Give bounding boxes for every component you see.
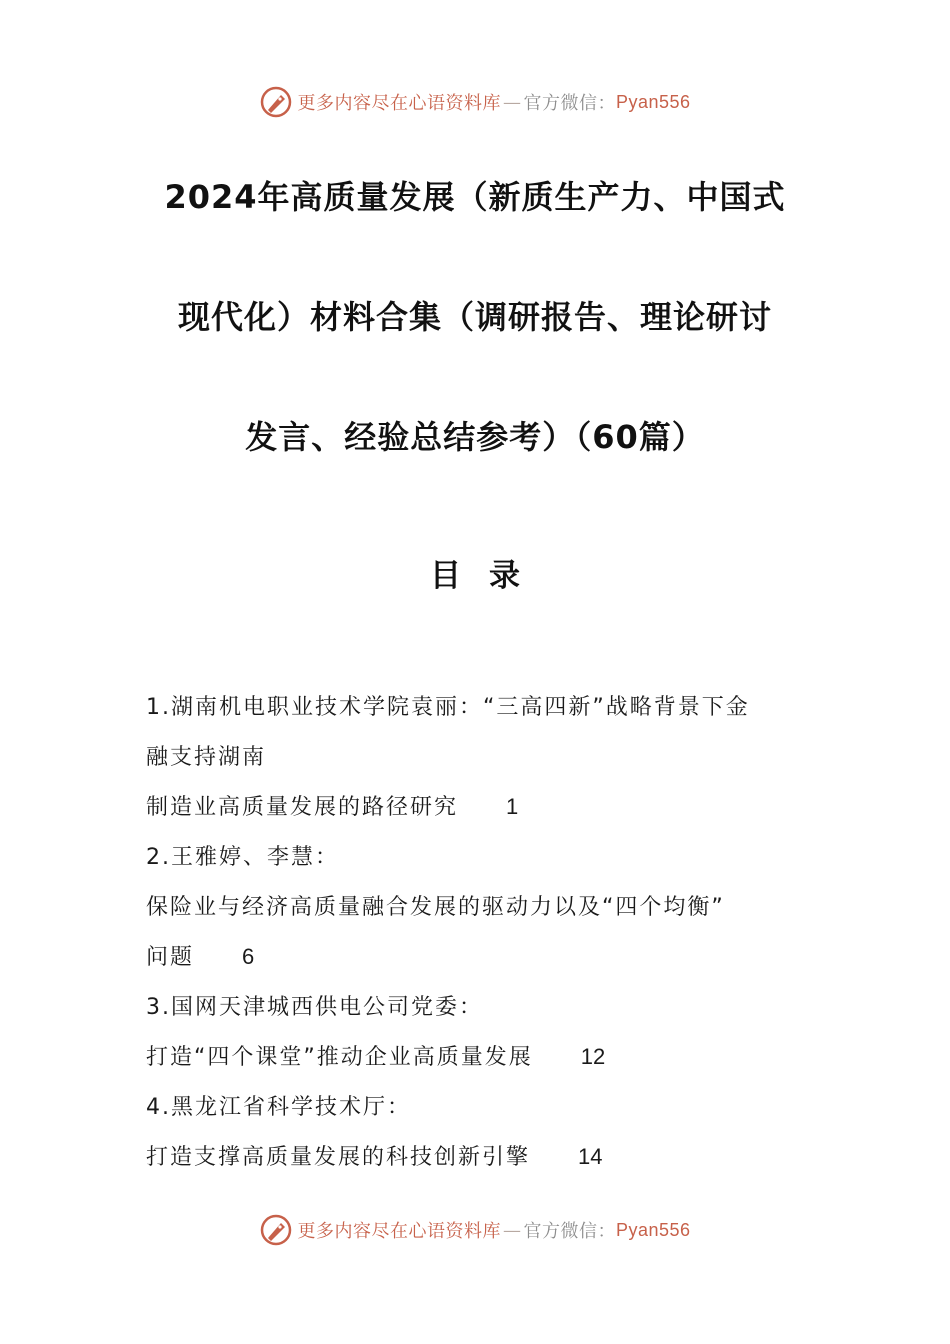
toc-page-number: 6 (242, 944, 255, 969)
toc-line-text: 2.王雅婷、李慧： (146, 845, 339, 870)
toc-line-text: 1.湖南机电职业技术学院袁丽：“三高四新”战略背景下金 (146, 695, 750, 720)
toc-line[interactable] (146, 934, 818, 984)
toc-line[interactable] (146, 834, 818, 884)
title-line-1: 2024年高质量发展（新质生产力、中国式 (164, 178, 786, 216)
toc-page-number: 12 (580, 1044, 606, 1069)
toc-line[interactable] (146, 884, 818, 934)
toc-line-text: 打造支撑高质量发展的科技创新引擎 (146, 1145, 531, 1170)
document-title (130, 165, 820, 525)
banner-text: 更多内容尽在心语资料库 (297, 1221, 501, 1242)
toc-line[interactable] (146, 1134, 818, 1184)
banner-wechat-id: Pyan556 (615, 1219, 691, 1240)
toc-line-text: 打造“四个课堂”推动企业高质量发展 (146, 1045, 533, 1070)
toc-line[interactable] (146, 1084, 818, 1134)
toc-page-number: 1 (506, 794, 519, 819)
toc-line-text: 4.黑龙江省科学技术厅： (146, 1095, 411, 1120)
toc-line-text: 3.国网天津城西供电公司党委： (146, 995, 483, 1020)
table-of-contents (146, 684, 818, 1184)
toc-line-text: 问题 (146, 945, 195, 970)
toc-heading: 目录 (430, 558, 548, 594)
title-line-3: 发言、经验总结参考）（60篇） (245, 418, 705, 456)
toc-line-text: 融支持湖南 (146, 745, 267, 770)
toc-line[interactable] (146, 684, 818, 734)
toc-page-number: 14 (578, 1144, 603, 1169)
toc-line-text: 保险业与经济高质量融合发展的驱动力以及“四个均衡” (146, 895, 725, 920)
toc-line[interactable] (146, 734, 818, 784)
footer-watermark-banner (0, 1210, 950, 1250)
banner-text: 更多内容尽在心语资料库 (297, 93, 501, 114)
banner-wechat-label: 官方微信： (523, 1221, 616, 1242)
pen-nib-logo-icon (259, 85, 293, 119)
banner-wechat-label: 官方微信： (523, 93, 616, 114)
toc-line[interactable] (146, 984, 818, 1034)
banner-wechat-id: Pyan556 (615, 91, 691, 112)
toc-line[interactable] (146, 1034, 818, 1084)
toc-line[interactable] (146, 784, 818, 834)
title-line-2: 现代化）材料合集（调研报告、理论研讨 (177, 298, 772, 336)
pen-nib-logo-icon (259, 1213, 293, 1247)
banner-dash: — (502, 91, 522, 113)
banner-dash: — (502, 1219, 522, 1241)
header-watermark-banner (0, 82, 950, 122)
toc-line-text: 制造业高质量发展的路径研究 (146, 795, 459, 820)
